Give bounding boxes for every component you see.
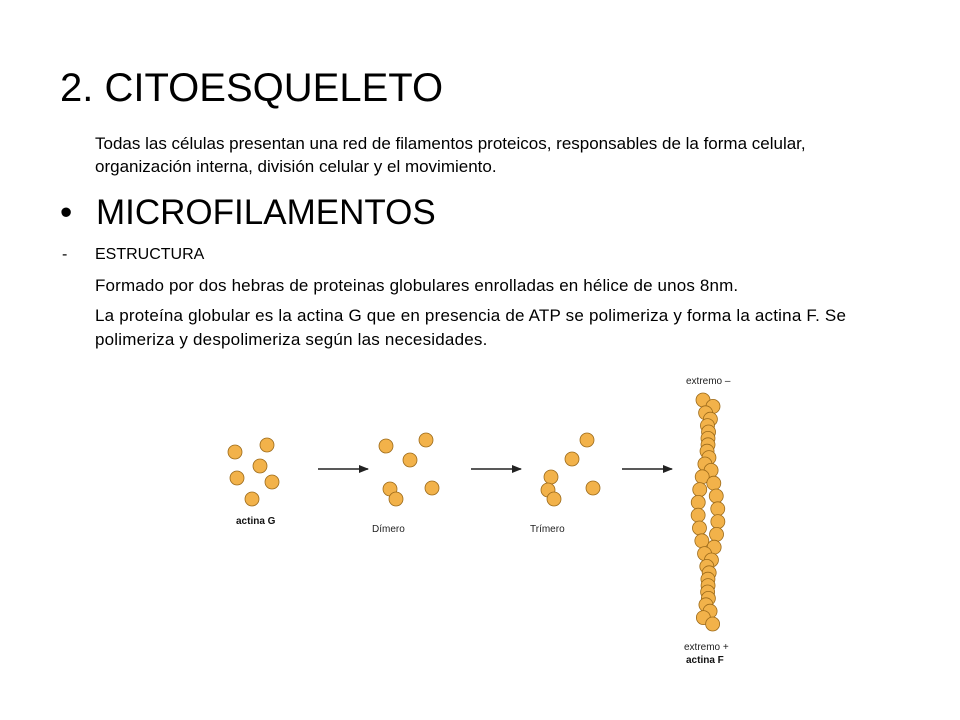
actin-g-monomer <box>228 445 242 459</box>
label-actina-g: actina G <box>236 516 276 527</box>
intro-paragraph: Todas las células presentan una red de filamentos proteicos, responsables de la forma celular, organización interna, división celular y el movimiento. <box>95 134 806 176</box>
actin-f-monomer <box>709 489 723 503</box>
structure-paragraph: Formado por dos hebras de proteinas globulares enrolladas en hélice de unos 8nm. <box>95 276 739 295</box>
actin-monomer <box>389 492 403 506</box>
actin-f-monomer <box>691 495 705 509</box>
actin-f-filament-group <box>691 393 725 631</box>
actin-monomer <box>586 481 600 495</box>
actin-f-monomer <box>711 515 725 529</box>
actin-monomer <box>547 492 561 506</box>
actin-g-monomer <box>260 438 274 452</box>
actin-f-monomer <box>692 521 706 535</box>
label-dimero: Dímero <box>372 524 405 535</box>
actin-g-monomer <box>230 471 244 485</box>
actin-f-monomer <box>693 483 707 497</box>
slide-title: 2. CITOESQUELETO <box>60 66 444 110</box>
actin-monomer <box>544 470 558 484</box>
actin-f-monomer <box>710 527 724 541</box>
label-extremo-plus: extremo + <box>684 642 729 653</box>
actin-monomer <box>565 452 579 466</box>
actin-f-monomer <box>695 534 709 548</box>
actin-f-monomer <box>706 617 720 631</box>
actin-monomer <box>403 453 417 467</box>
subsection-label: ESTRUCTURA <box>95 246 205 263</box>
actin-g-monomer <box>265 475 279 489</box>
actin-monomer <box>580 433 594 447</box>
section-heading: MICROFILAMENTOS <box>96 193 436 232</box>
actin-g-monomers-group <box>228 438 279 506</box>
actin-g-monomer <box>245 492 259 506</box>
bullet-dot: • <box>60 193 73 232</box>
trimer-group <box>541 433 600 506</box>
dash-marker: - <box>62 246 68 263</box>
actin-f-monomer <box>691 508 705 522</box>
polymerization-paragraph: La proteína globular es la actina G que en presencia de ATP se polimeriza y forma la actina F. Se polimeriza y despolimeriza según las necesidades. <box>95 306 847 349</box>
actin-f-monomer <box>707 476 721 490</box>
actin-f-monomer <box>711 502 725 516</box>
dimer-group <box>379 433 439 506</box>
label-actina-f: actina F <box>686 655 724 666</box>
actin-monomer <box>419 433 433 447</box>
actin-g-monomer <box>253 459 267 473</box>
label-extremo-minus: extremo – <box>686 376 731 387</box>
actin-monomer <box>425 481 439 495</box>
actin-monomer <box>379 439 393 453</box>
label-trimero: Trímero <box>530 524 565 535</box>
